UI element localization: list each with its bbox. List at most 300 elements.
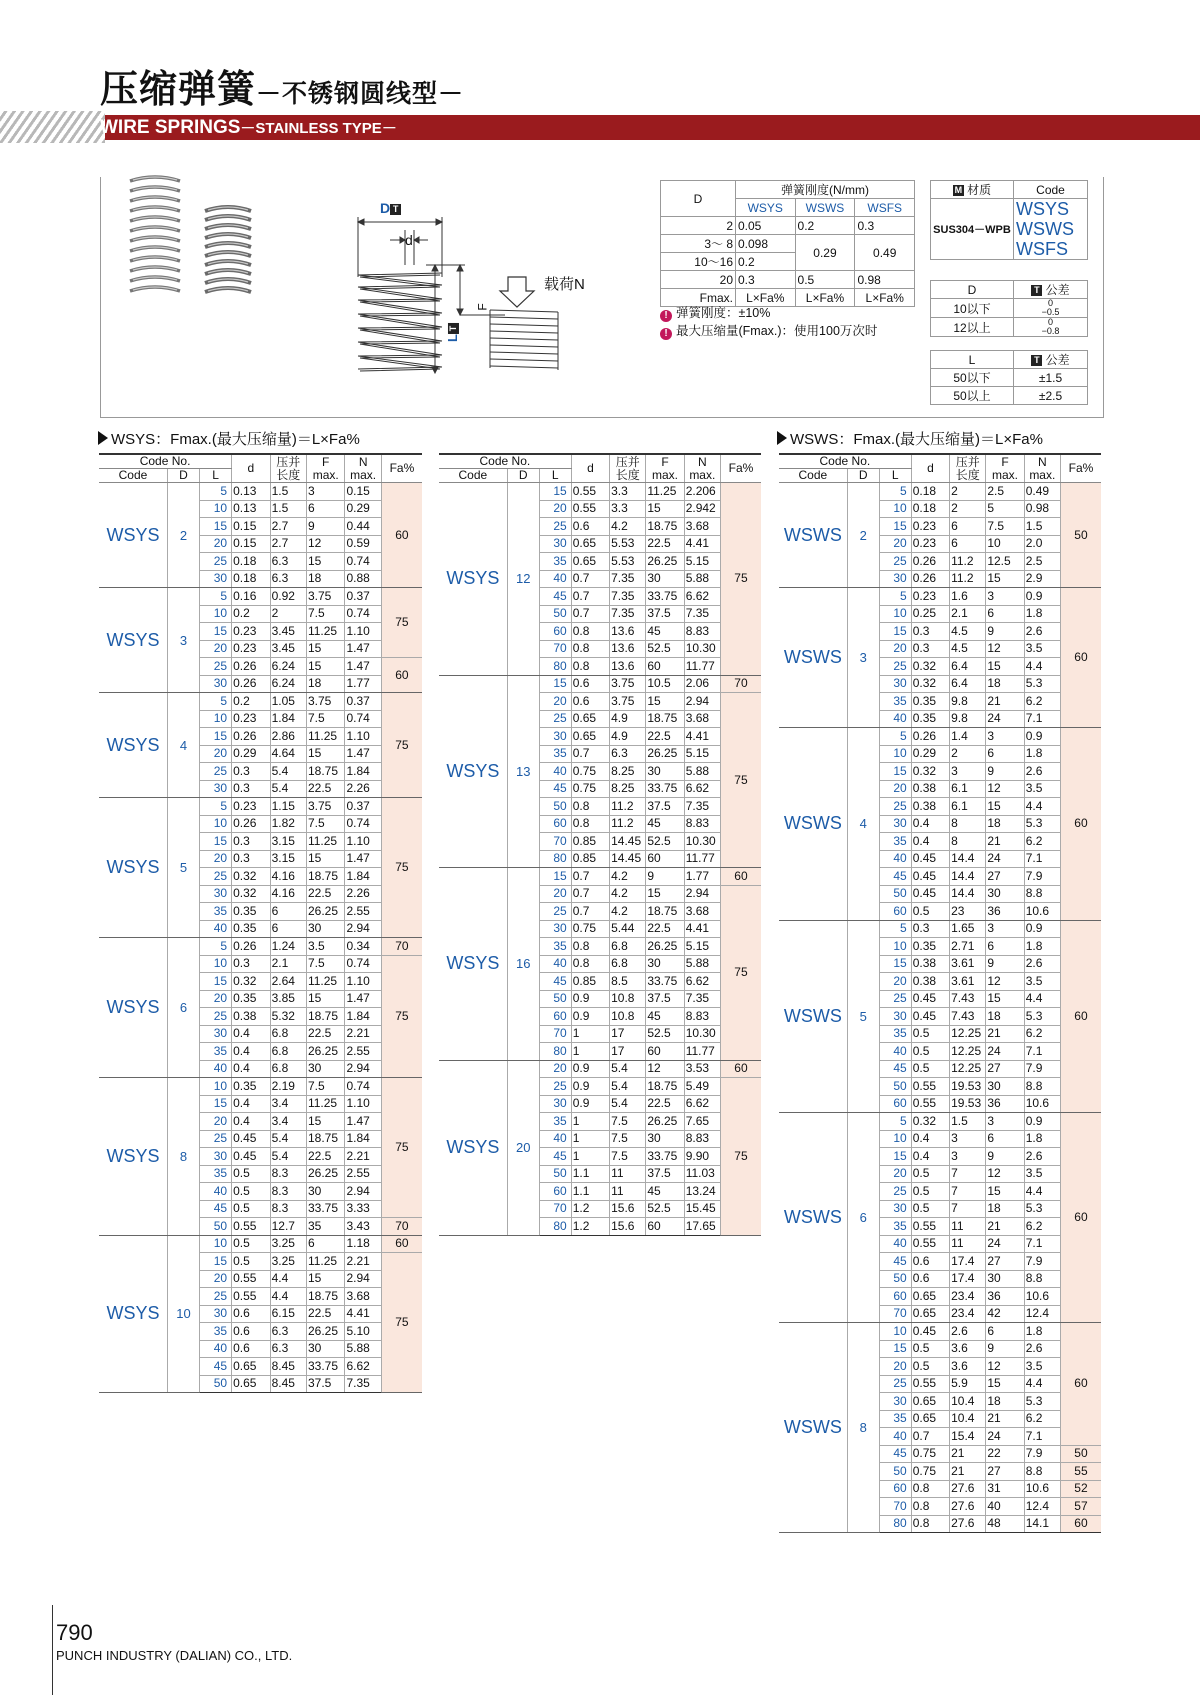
solid-length: 12.25 — [950, 1060, 986, 1078]
wire-diameter: 0.5 — [911, 903, 949, 921]
solid-length: 8.45 — [270, 1375, 306, 1393]
solid-length: 1.84 — [270, 710, 306, 728]
max-load: 7.1 — [1024, 1428, 1060, 1446]
wire-diameter: 0.55 — [911, 1235, 949, 1253]
max-deflection: 45 — [646, 1008, 684, 1026]
max-load: 2.6 — [1024, 623, 1060, 641]
solid-length: 13.6 — [610, 640, 646, 658]
length-value: 25 — [200, 553, 232, 571]
max-deflection: 27 — [986, 1060, 1024, 1078]
solid-length: 3.15 — [270, 850, 306, 868]
length-value: 40 — [879, 1235, 911, 1253]
header-f: F — [661, 454, 669, 469]
table-row — [99, 483, 422, 501]
length-value: 20 — [539, 500, 571, 518]
length-value: 5 — [200, 798, 232, 816]
max-load: 1.10 — [345, 728, 381, 746]
length-value: 30 — [200, 675, 232, 693]
wire-diameter: 0.29 — [911, 745, 949, 763]
outer-diameter: 3 — [847, 588, 879, 728]
header-wire-diameter: d — [571, 454, 609, 483]
header-wire-diameter: d — [911, 454, 949, 483]
wire-diameter: 1 — [571, 1025, 609, 1043]
max-deflection: 22.5 — [646, 1095, 684, 1113]
solid-length: 10.4 — [950, 1410, 986, 1428]
max-load: 5.88 — [684, 570, 720, 588]
wire-diameter: 0.6 — [232, 1305, 271, 1323]
length-value: 25 — [879, 798, 911, 816]
max-load: 6.62 — [684, 1095, 720, 1113]
spring-photo-1 — [125, 175, 185, 303]
wire-diameter: 0.5 — [911, 1165, 949, 1183]
product-code: WSYS — [99, 798, 167, 938]
spec-table-wsys-1 — [99, 453, 422, 1393]
length-value: 30 — [200, 780, 232, 798]
wire-diameter: 0.4 — [232, 1025, 271, 1043]
solid-length: 5.9 — [950, 1375, 986, 1393]
solid-length: 7 — [950, 1183, 986, 1201]
wire-diameter: 0.5 — [232, 1183, 271, 1201]
length-value: 60 — [879, 1095, 911, 1113]
length-value: 10 — [879, 1323, 911, 1341]
length-value: 5 — [200, 588, 232, 606]
max-deflection: 33.75 — [646, 588, 684, 606]
length-value: 10 — [879, 605, 911, 623]
length-value: 20 — [539, 693, 571, 711]
max-deflection: 15 — [306, 1270, 345, 1288]
wire-diameter: 0.55 — [571, 500, 609, 518]
length-value: 50 — [200, 1375, 232, 1393]
wire-diameter: 0.4 — [911, 1148, 949, 1166]
max-deflection: 30 — [646, 570, 684, 588]
max-load: 0.34 — [345, 938, 381, 956]
solid-length: 23.4 — [950, 1305, 986, 1323]
max-deflection: 30 — [986, 1270, 1024, 1288]
length-value: 20 — [879, 1358, 911, 1376]
fa-percent: 70 — [381, 938, 422, 956]
max-load: 1.10 — [345, 833, 381, 851]
length-value: 25 — [200, 1130, 232, 1148]
length-value: 10 — [200, 1078, 232, 1096]
solid-length: 0.92 — [270, 588, 306, 606]
max-load: 10.6 — [1024, 1095, 1060, 1113]
length-value: 25 — [200, 868, 232, 886]
wire-diameter: 0.4 — [232, 1043, 271, 1061]
max-deflection: 30 — [306, 1183, 345, 1201]
max-load: 1.10 — [345, 623, 381, 641]
fa-percent: 75 — [720, 885, 761, 1060]
length-value: 60 — [879, 903, 911, 921]
max-deflection: 15 — [986, 798, 1024, 816]
label-wire-diameter: d — [405, 232, 413, 248]
solid-length: 6.8 — [610, 955, 646, 973]
max-deflection: 52.5 — [646, 1025, 684, 1043]
length-value: 70 — [539, 1025, 571, 1043]
solid-length: 3.45 — [270, 623, 306, 641]
max-load: 2.9 — [1024, 570, 1060, 588]
solid-length: 8 — [950, 833, 986, 851]
header-row — [439, 454, 761, 469]
table-row — [99, 1078, 422, 1096]
solid-length: 5.53 — [610, 553, 646, 571]
solid-length: 11.2 — [610, 815, 646, 833]
solid-length: 2.7 — [270, 535, 306, 553]
fa-percent: 50 — [1060, 483, 1101, 588]
solid-length: 15.6 — [610, 1200, 646, 1218]
max-load: 8.8 — [1024, 885, 1060, 903]
max-load: 10.6 — [1024, 903, 1060, 921]
solid-length: 2.86 — [270, 728, 306, 746]
table-row — [779, 588, 1101, 606]
length-value: 25 — [200, 763, 232, 781]
max-deflection: 9 — [986, 1340, 1024, 1358]
max-deflection: 5 — [986, 500, 1024, 518]
max-load: 5.88 — [684, 955, 720, 973]
max-load: 3.5 — [1024, 1165, 1060, 1183]
wire-diameter: 0.32 — [232, 868, 271, 886]
solid-length: 5.4 — [270, 1130, 306, 1148]
wire-diameter: 0.45 — [911, 1323, 949, 1341]
max-deflection: 18.75 — [306, 1288, 345, 1306]
fa-percent: 55 — [1060, 1463, 1101, 1481]
wire-diameter: 0.3 — [232, 955, 271, 973]
max-deflection: 27 — [986, 868, 1024, 886]
solid-length: 5.4 — [270, 780, 306, 798]
wire-diameter: 0.5 — [232, 1253, 271, 1271]
fa-percent: 50 — [1060, 1445, 1101, 1463]
solid-length: 3.4 — [270, 1095, 306, 1113]
max-load: 0.59 — [345, 535, 381, 553]
max-load: 0.74 — [345, 605, 381, 623]
wire-diameter: 0.45 — [911, 1008, 949, 1026]
solid-length: 8.45 — [270, 1358, 306, 1376]
length-value: 30 — [539, 920, 571, 938]
fa-percent: 57 — [1060, 1498, 1101, 1516]
max-deflection: 10.5 — [646, 675, 684, 693]
wire-diameter: 0.65 — [232, 1358, 271, 1376]
solid-length: 19.53 — [950, 1078, 986, 1096]
solid-length: 2.7 — [270, 518, 306, 536]
length-value: 40 — [200, 920, 232, 938]
max-load: 2.0 — [1024, 535, 1060, 553]
wire-diameter: 1 — [571, 1148, 609, 1166]
wire-diameter: 0.8 — [571, 623, 609, 641]
solid-length: 6.3 — [270, 1340, 306, 1358]
length-value: 25 — [200, 1008, 232, 1026]
max-load: 12.4 — [1024, 1305, 1060, 1323]
length-value: 30 — [879, 1200, 911, 1218]
wire-diameter: 0.3 — [232, 833, 271, 851]
outer-diameter: 12 — [507, 483, 539, 676]
max-deflection: 11.25 — [306, 1253, 345, 1271]
table-row — [439, 868, 761, 886]
max-deflection: 15 — [306, 658, 345, 676]
length-value: 45 — [879, 868, 911, 886]
length-value: 25 — [879, 1183, 911, 1201]
max-deflection: 45 — [646, 623, 684, 641]
length-value: 80 — [539, 1043, 571, 1061]
wire-diameter: 0.65 — [911, 1410, 949, 1428]
wire-diameter: 1.2 — [571, 1200, 609, 1218]
wire-diameter: 0.7 — [571, 588, 609, 606]
header-fa: Fa% — [1060, 454, 1101, 483]
max-deflection: 42 — [986, 1305, 1024, 1323]
max-load: 6.62 — [684, 780, 720, 798]
length-value: 15 — [879, 955, 911, 973]
length-value: 50 — [879, 1270, 911, 1288]
max-load: 0.74 — [345, 955, 381, 973]
max-load: 1.8 — [1024, 605, 1060, 623]
max-load: 6.2 — [1024, 693, 1060, 711]
fa-percent: 75 — [720, 1078, 761, 1236]
max-load: 2.55 — [345, 903, 381, 921]
wire-diameter: 0.3 — [232, 780, 271, 798]
length-value: 30 — [200, 1305, 232, 1323]
max-load: 4.41 — [684, 920, 720, 938]
max-load: 4.4 — [1024, 798, 1060, 816]
wire-diameter: 1 — [571, 1130, 609, 1148]
wire-diameter: 0.8 — [911, 1515, 949, 1533]
solid-length: 9.8 — [950, 693, 986, 711]
solid-length: 23.4 — [950, 1288, 986, 1306]
max-load: 7.35 — [684, 798, 720, 816]
max-load: 0.9 — [1024, 728, 1060, 746]
header-code: Code — [779, 469, 847, 483]
length-value: 30 — [879, 1008, 911, 1026]
product-code: WSWS — [779, 588, 847, 728]
max-deflection: 3 — [986, 588, 1024, 606]
max-load: 1.10 — [345, 973, 381, 991]
header-wire-diameter: d — [232, 454, 271, 483]
length-value: 40 — [879, 850, 911, 868]
solid-length: 14.45 — [610, 850, 646, 868]
max-deflection: 22.5 — [306, 780, 345, 798]
wire-diameter: 0.45 — [911, 868, 949, 886]
max-deflection: 11.25 — [306, 623, 345, 641]
max-load: 7.1 — [1024, 1043, 1060, 1061]
outer-diameter: 20 — [507, 1060, 539, 1235]
outer-diameter: 2 — [847, 483, 879, 588]
max-deflection: 7.5 — [306, 815, 345, 833]
max-load: 7.35 — [684, 605, 720, 623]
solid-length: 17.4 — [950, 1270, 986, 1288]
header-outer-diameter: D — [167, 469, 199, 483]
wire-diameter: 0.35 — [232, 1078, 271, 1096]
solid-length: 13.6 — [610, 658, 646, 676]
solid-length: 14.4 — [950, 885, 986, 903]
max-load: 2.55 — [345, 1043, 381, 1061]
table-row — [99, 1235, 422, 1253]
solid-length: 2 — [950, 483, 986, 501]
max-deflection: 3 — [306, 483, 345, 501]
length-value: 25 — [539, 710, 571, 728]
header-solid-1: 压并 — [276, 454, 301, 469]
solid-length: 6 — [950, 535, 986, 553]
max-deflection: 15 — [306, 850, 345, 868]
max-deflection: 36 — [986, 1095, 1024, 1113]
wire-diameter: 0.32 — [911, 658, 949, 676]
wire-diameter: 0.26 — [232, 675, 271, 693]
wire-diameter: 0.9 — [571, 1078, 609, 1096]
length-value: 45 — [539, 588, 571, 606]
length-value: 15 — [200, 833, 232, 851]
wire-diameter: 0.3 — [911, 640, 949, 658]
wire-diameter: 0.55 — [232, 1270, 271, 1288]
length-value: 50 — [539, 990, 571, 1008]
max-deflection: 18 — [986, 1008, 1024, 1026]
max-deflection: 6 — [986, 1130, 1024, 1148]
max-deflection: 21 — [986, 1410, 1024, 1428]
length-value: 50 — [879, 885, 911, 903]
company-name: PUNCH INDUSTRY (DALIAN) CO., LTD. — [56, 1648, 293, 1663]
max-deflection: 37.5 — [646, 990, 684, 1008]
header-n: N — [697, 454, 707, 469]
wire-diameter: 0.26 — [911, 570, 949, 588]
solid-length: 3 — [950, 1130, 986, 1148]
length-value: 40 — [879, 710, 911, 728]
max-load: 1.47 — [345, 1113, 381, 1131]
solid-length: 6.24 — [270, 658, 306, 676]
max-deflection: 21 — [986, 693, 1024, 711]
length-value: 5 — [879, 1113, 911, 1131]
max-deflection: 15 — [986, 1183, 1024, 1201]
length-value: 15 — [539, 483, 571, 501]
solid-length: 2.1 — [270, 955, 306, 973]
max-load: 0.49 — [1024, 483, 1060, 501]
max-load: 1.10 — [345, 1095, 381, 1113]
length-value: 45 — [879, 1060, 911, 1078]
product-code: WSWS — [779, 920, 847, 1113]
header-max: max. — [992, 467, 1019, 482]
solid-length: 4.2 — [610, 903, 646, 921]
max-deflection: 60 — [646, 1043, 684, 1061]
header-solid-length — [610, 454, 646, 483]
material-table: M 材质 Code SUS304－WPB WSYS WSWS WSFS — [930, 180, 1088, 260]
wire-diameter: 0.23 — [232, 798, 271, 816]
fa-percent: 60 — [1060, 920, 1101, 1113]
product-code: WSWS — [779, 728, 847, 921]
length-value: 25 — [879, 1375, 911, 1393]
solid-length: 2.19 — [270, 1078, 306, 1096]
max-deflection: 18 — [986, 1393, 1024, 1411]
length-value: 35 — [539, 1113, 571, 1131]
wire-diameter: 0.5 — [911, 1358, 949, 1376]
wire-diameter: 0.45 — [232, 1148, 271, 1166]
page-title: 压缩弹簧－不锈钢圆线型－ — [100, 69, 465, 111]
solid-length: 1.5 — [950, 1113, 986, 1131]
solid-length: 6.1 — [950, 780, 986, 798]
max-load: 1.47 — [345, 658, 381, 676]
spring-photo-2 — [200, 205, 256, 303]
header-fa: Fa% — [720, 454, 761, 483]
solid-length: 6.8 — [610, 938, 646, 956]
note-stiffness: ! 弹簧刚度：±10% — [660, 304, 877, 322]
length-value: 60 — [539, 1183, 571, 1201]
product-code: WSWS — [779, 1323, 847, 1533]
max-deflection: 18 — [986, 815, 1024, 833]
header-code: Code — [99, 469, 167, 483]
wire-diameter: 0.18 — [911, 500, 949, 518]
max-deflection: 6 — [986, 605, 1024, 623]
fa-percent: 60 — [1060, 1323, 1101, 1446]
max-deflection: 15 — [986, 658, 1024, 676]
max-load: 0.15 — [345, 483, 381, 501]
length-value: 15 — [200, 623, 232, 641]
length-value: 40 — [539, 763, 571, 781]
outer-diameter: 13 — [507, 675, 539, 868]
header-load — [684, 454, 720, 483]
max-deflection: 21 — [986, 1025, 1024, 1043]
max-load: 7.1 — [1024, 1235, 1060, 1253]
max-deflection: 3 — [986, 728, 1024, 746]
max-deflection: 3.75 — [306, 693, 345, 711]
max-deflection: 10 — [986, 535, 1024, 553]
length-value: 35 — [879, 1218, 911, 1236]
max-deflection: 7.5 — [986, 518, 1024, 536]
wire-diameter: 0.32 — [232, 885, 271, 903]
wire-diameter: 0.55 — [911, 1375, 949, 1393]
header-outer-diameter: D — [507, 469, 539, 483]
note-fmax: ! 最大压缩量(Fmax.)：使用100万次时 — [660, 322, 877, 340]
max-load: 3.68 — [345, 1288, 381, 1306]
solid-length: 6.24 — [270, 675, 306, 693]
length-value: 30 — [200, 1148, 232, 1166]
length-value: 60 — [879, 1288, 911, 1306]
max-load: 3.5 — [1024, 1358, 1060, 1376]
max-load: 8.8 — [1024, 1463, 1060, 1481]
solid-length: 7.35 — [610, 605, 646, 623]
max-deflection: 9 — [986, 955, 1024, 973]
wire-diameter: 0.7 — [911, 1428, 949, 1446]
solid-length: 4.64 — [270, 745, 306, 763]
wire-diameter: 0.15 — [232, 535, 271, 553]
solid-length: 12.25 — [950, 1025, 986, 1043]
max-load: 3.68 — [684, 903, 720, 921]
solid-length: 8 — [950, 815, 986, 833]
max-deflection: 26.25 — [306, 1323, 345, 1341]
max-load: 6.2 — [1024, 1410, 1060, 1428]
max-deflection: 15 — [306, 745, 345, 763]
solid-length: 9.8 — [950, 710, 986, 728]
wire-diameter: 0.4 — [232, 1095, 271, 1113]
max-deflection: 11.25 — [306, 833, 345, 851]
hatch-decoration — [0, 111, 105, 143]
wire-diameter: 0.55 — [571, 483, 609, 501]
length-value: 15 — [200, 1253, 232, 1271]
max-deflection: 30 — [646, 955, 684, 973]
max-load: 5.49 — [684, 1078, 720, 1096]
header-row — [99, 454, 422, 469]
wire-diameter: 0.8 — [571, 640, 609, 658]
solid-length: 14.45 — [610, 833, 646, 851]
header-solid-2: 长度 — [955, 467, 980, 482]
max-deflection: 15 — [306, 640, 345, 658]
solid-length: 6.8 — [270, 1060, 306, 1078]
wire-diameter: 1.2 — [571, 1218, 609, 1236]
length-value: 20 — [200, 990, 232, 1008]
wire-diameter: 0.8 — [911, 1498, 949, 1516]
solid-length: 19.53 — [950, 1095, 986, 1113]
max-deflection: 22.5 — [646, 728, 684, 746]
length-value: 20 — [200, 640, 232, 658]
product-code: WSYS — [99, 1235, 167, 1393]
header-max: max. — [350, 467, 377, 482]
table-row — [99, 693, 422, 711]
max-deflection: 36 — [986, 903, 1024, 921]
max-load: 8.83 — [684, 1008, 720, 1026]
max-deflection: 18.75 — [306, 1008, 345, 1026]
max-deflection: 3 — [986, 1113, 1024, 1131]
